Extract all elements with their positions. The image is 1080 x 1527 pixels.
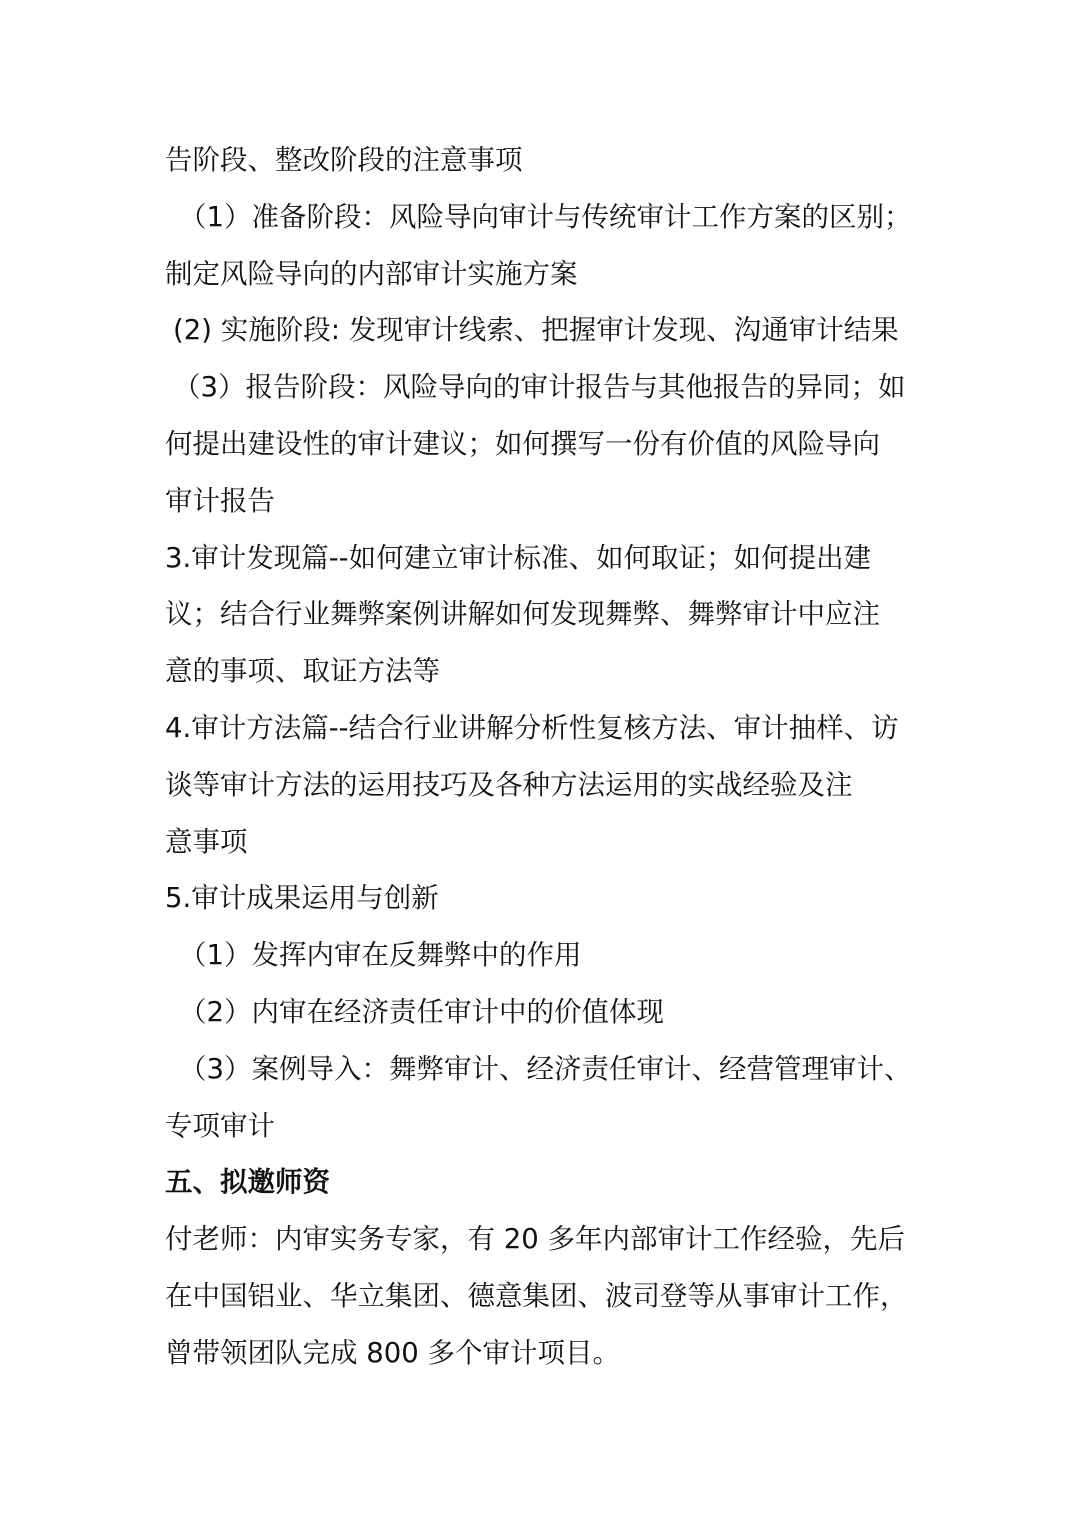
text-line-instructor-bio: 付老师：内审实务专家，有 20 多年内部审计工作经验，先后 — [165, 1223, 905, 1256]
text-line: 议；结合行业舞弊案例讲解如何发现舞弊、舞弊审计中应注 — [165, 598, 880, 631]
text-line-section-4: 4.审计方法篇--结合行业讲解分析性复核方法、审计抽样、访 — [165, 711, 899, 744]
text-line: 意事项 — [165, 825, 248, 858]
text-line-report-stage: （3）报告阶段：风险导向的审计报告与其他报告的异同；如 — [173, 371, 906, 404]
text-line: 谈等审计方法的运用技巧及各种方法运用的实战经验及注 — [165, 768, 853, 801]
text-line-item-3: （3）案例导入：舞弊审计、经济责任审计、经营管理审计、 — [179, 1052, 912, 1085]
text-line: 在中国铝业、华立集团、德意集团、波司登等从事审计工作， — [165, 1279, 908, 1312]
section-heading-instructors: 五、拟邀师资 — [165, 1166, 330, 1199]
text-line: 制定风险导向的内部审计实施方案 — [165, 257, 578, 290]
text-line: 何提出建设性的审计建议；如何撰写一份有价值的风险导向 — [165, 427, 880, 460]
text-line-item-2: （2）内审在经济责任审计中的价值体现 — [179, 995, 664, 1028]
text-line-section-5: 5.审计成果运用与创新 — [165, 882, 439, 915]
text-line-section-3: 3.审计发现篇--如何建立审计标准、如何取证；如何提出建 — [165, 541, 872, 574]
text-line-item-1: （1）发挥内审在反舞弊中的作用 — [179, 939, 582, 972]
text-line-continuation: 告阶段、整改阶段的注意事项 — [165, 144, 523, 176]
text-line: 意的事项、取证方法等 — [165, 655, 440, 688]
text-line-prep-stage: （1）准备阶段：风险导向审计与传统审计工作方案的区别； — [179, 200, 912, 233]
text-line-impl-stage: (2) 实施阶段: 发现审计线索、把握审计发现、沟通审计结果 — [173, 314, 899, 347]
text-line: 专项审计 — [165, 1109, 275, 1142]
text-line: 审计报告 — [165, 484, 275, 517]
text-line: 曾带领团队完成 800 多个审计项目。 — [165, 1336, 620, 1369]
document-page — [165, 132, 935, 1382]
